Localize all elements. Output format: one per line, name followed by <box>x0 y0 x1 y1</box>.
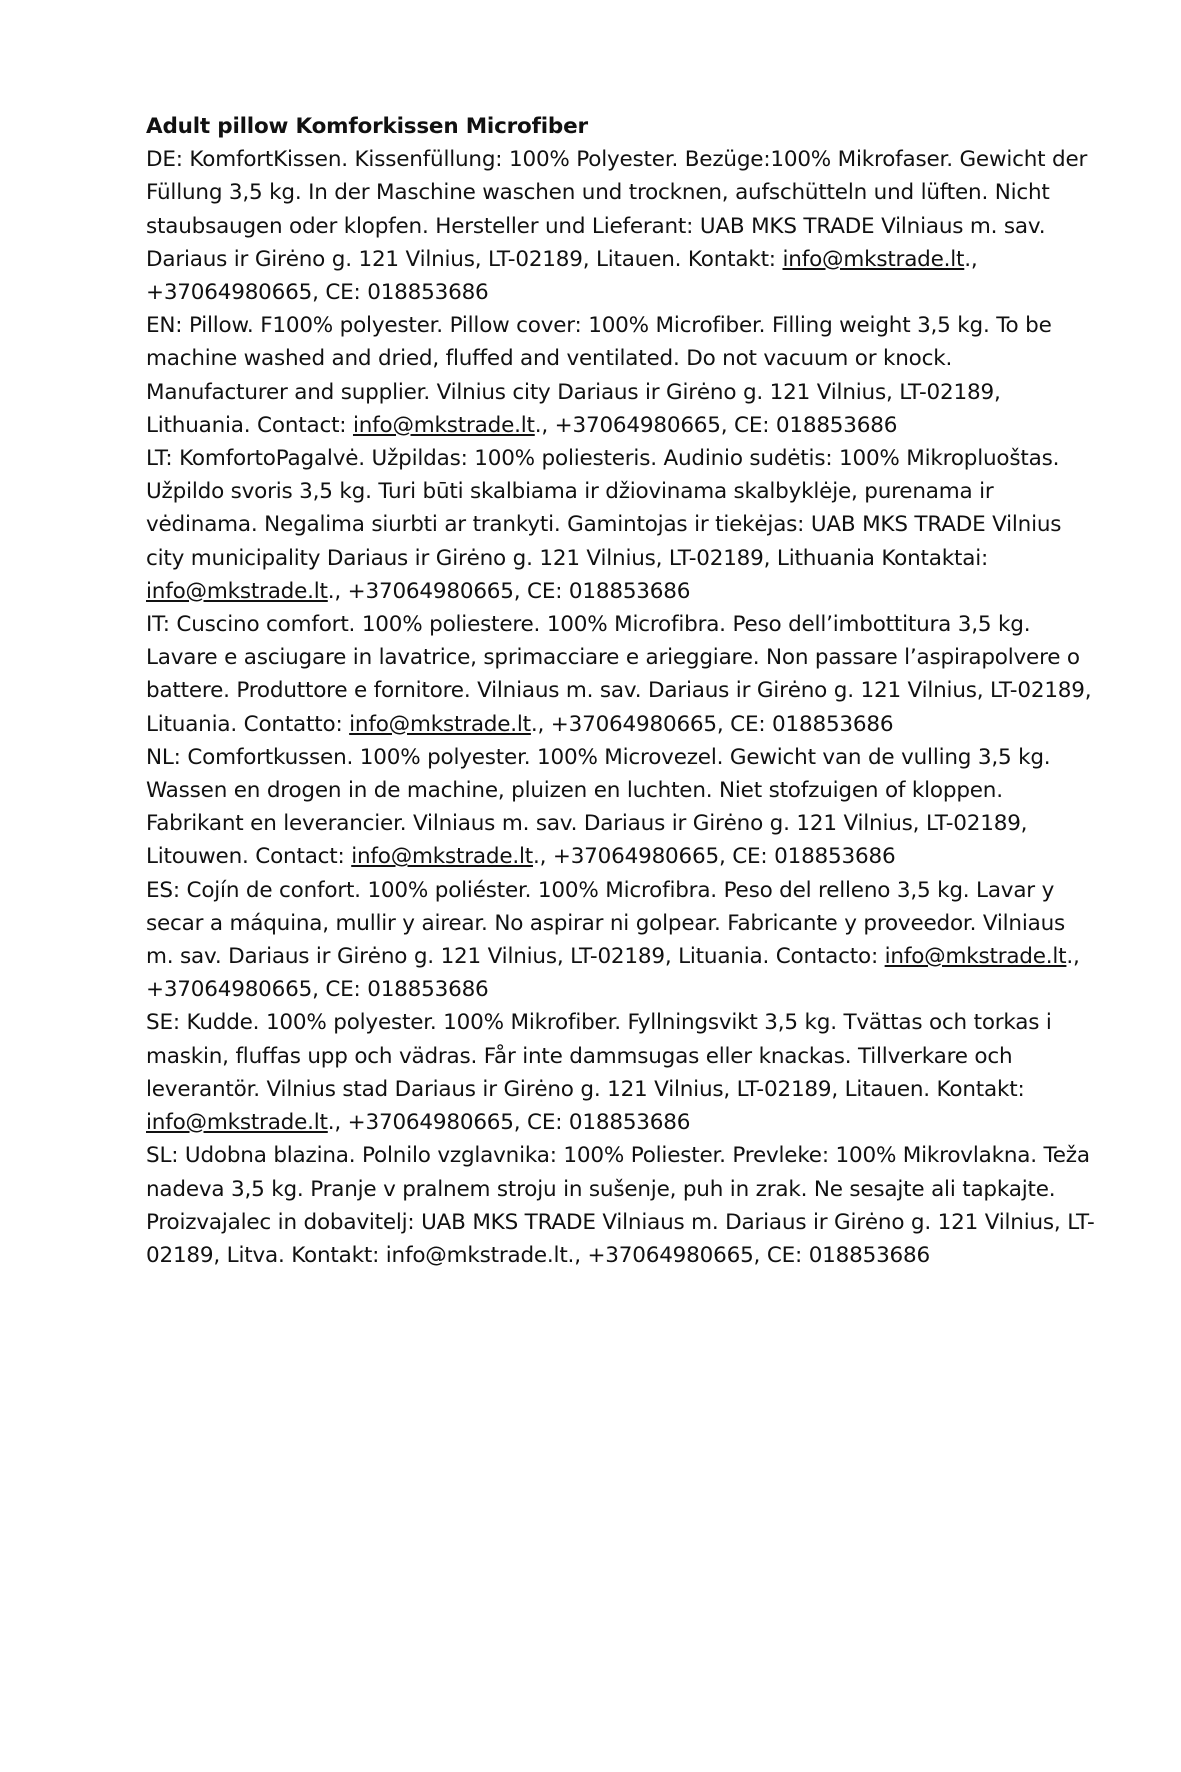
email-link[interactable]: info@mkstrade.lt <box>884 944 1067 970</box>
paragraph-nl <box>146 741 1096 874</box>
paragraph-text: LT: KomfortoPagalvė. Užpildas: 100% poliesteris. Audinio sudėtis: 100% Mikropluoštas. Užpildo svoris 3,5 kg. Turi būti skalbiama ir džiovinama skalbyklėje, purenama ir vėdinama. Negalima siurbti ar trankyti. Gamintojas ir tiekėjas: UAB MKS TRADE Vilnius city municipality Dariaus ir Girėno g. 121 Vilnius, LT-02189, Lithuania Kontaktai: <box>146 446 1062 571</box>
paragraph-text: ., +37064980665, CE: 018853686 <box>534 412 898 438</box>
paragraph-text: EN: Pillow. F100% polyester. Pillow cover: 100% Microfiber. Filling weight 3,5 kg. To be machine washed and dried, fluffed and ventilated. Do not vacuum or knock. Manufacturer and supplier. Vilnius city Dariaus ir Girėno g. 121 Vilnius, LT-02189, Lithuania. Contact: <box>146 313 1052 438</box>
paragraph-es <box>146 874 1096 1007</box>
paragraph-text: SE: Kudde. 100% polyester. 100% Mikrofiber. Fyllningsvikt 3,5 kg. Tvättas och torkas i maskin, fluffas upp och vädras. Får inte dammsugas eller knackas. Tillverkare och leverantör. Vilnius stad Dariaus ir Girėno g. 121 Vilnius, LT-02189, Litauen. Kontakt: <box>146 1010 1052 1102</box>
paragraph-text: ., +37064980665, CE: 018853686 <box>146 944 1080 1003</box>
email-link[interactable]: info@mkstrade.lt <box>146 578 328 604</box>
paragraph-text: IT: Cuscino comfort. 100% poliestere. 100% Microfibra. Peso dell’imbottitura 3,5 kg. Lavare e asciugare in lavatrice, sprimacciare e arieggiare. Non passare l’aspirapolvere o battere. Produttore e fornitore. Vilniaus m. sav. Dariaus ir Girėno g. 121 Vilnius, LT-02189, Lituania. Contatto: <box>146 612 1092 737</box>
email-link[interactable]: info@mkstrade.lt <box>349 711 531 737</box>
paragraph-lt <box>146 442 1096 608</box>
paragraph-text: ., +37064980665, CE: 018853686 <box>530 711 894 737</box>
paragraph-se <box>146 1006 1096 1139</box>
email-link[interactable]: info@mkstrade.lt <box>146 1110 328 1136</box>
paragraph-text: ., +37064980665, CE: 018853686 <box>532 844 896 870</box>
email-link[interactable]: info@mkstrade.lt <box>782 246 965 272</box>
email-link[interactable]: info@mkstrade.lt <box>352 412 535 438</box>
paragraph-text: NL: Comfortkussen. 100% polyester. 100% Microvezel. Gewicht van de vulling 3,5 kg. Wassen en drogen in de machine, pluizen en luchten. Niet stofzuigen of kloppen. Fabrikant en leverancier. Vilniaus m. sav. Dariaus ir Girėno g. 121 Vilnius, LT-02189, Litouwen. Contact: <box>146 744 1051 870</box>
paragraph-text: ., +37064980665, CE: 018853686 <box>327 1110 691 1136</box>
email-link[interactable]: info@mkstrade.lt <box>351 844 533 870</box>
paragraph-text: DE: KomfortKissen. Kissenfüllung: 100% Polyester. Bezüge:100% Mikrofaser. Gewicht der Füllung 3,5 kg. In der Maschine waschen und trocknen, aufschütteln und lüften. Nicht staubsaugen oder klopfen. Hersteller und Lieferant: UAB MKS TRADE Vilniaus m. sav. Dariaus ir Girėno g. 121 Vilnius, LT-02189, Litauen. Kontakt: <box>146 147 1088 272</box>
paragraph-en <box>146 309 1096 442</box>
document-title: Adult pillow Komforkissen Microfiber <box>146 114 588 139</box>
paragraph-text: ES: Cojín de confort. 100% poliéster. 100% Microfibra. Peso del relleno 3,5 kg. Lavar y secar a máquina, mullir y airear. No aspirar ni golpear. Fabricante y proveedor. Vilniaus m. sav. Dariaus ir Girėno g. 121 Vilnius, LT-02189, Lituania. Contacto: <box>146 877 1066 970</box>
paragraph-text: ., +37064980665, CE: 018853686 <box>327 578 691 604</box>
paragraph-de <box>146 143 1096 309</box>
paragraph-it <box>146 608 1096 741</box>
document-page <box>146 110 1096 1272</box>
paragraph-sl: SL: Udobna blazina. Polnilo vzglavnika: 100% Poliester. Prevleke: 100% Mikrovlakna. Teža nadeva 3,5 kg. Pranje v pralnem stroju in sušenje, puh in zrak. Ne sesajte ali tapkajte. Proizvajalec in dobavitelj: UAB MKS TRADE Vilniaus m. Dariaus ir Girėno g. 121 Vilnius, LT-02189, Litva. Kontakt: info@mkstrade.lt., +37064980665, CE: 018853686 <box>146 1143 1095 1268</box>
paragraph-text: ., +37064980665, CE: 018853686 <box>146 246 978 306</box>
